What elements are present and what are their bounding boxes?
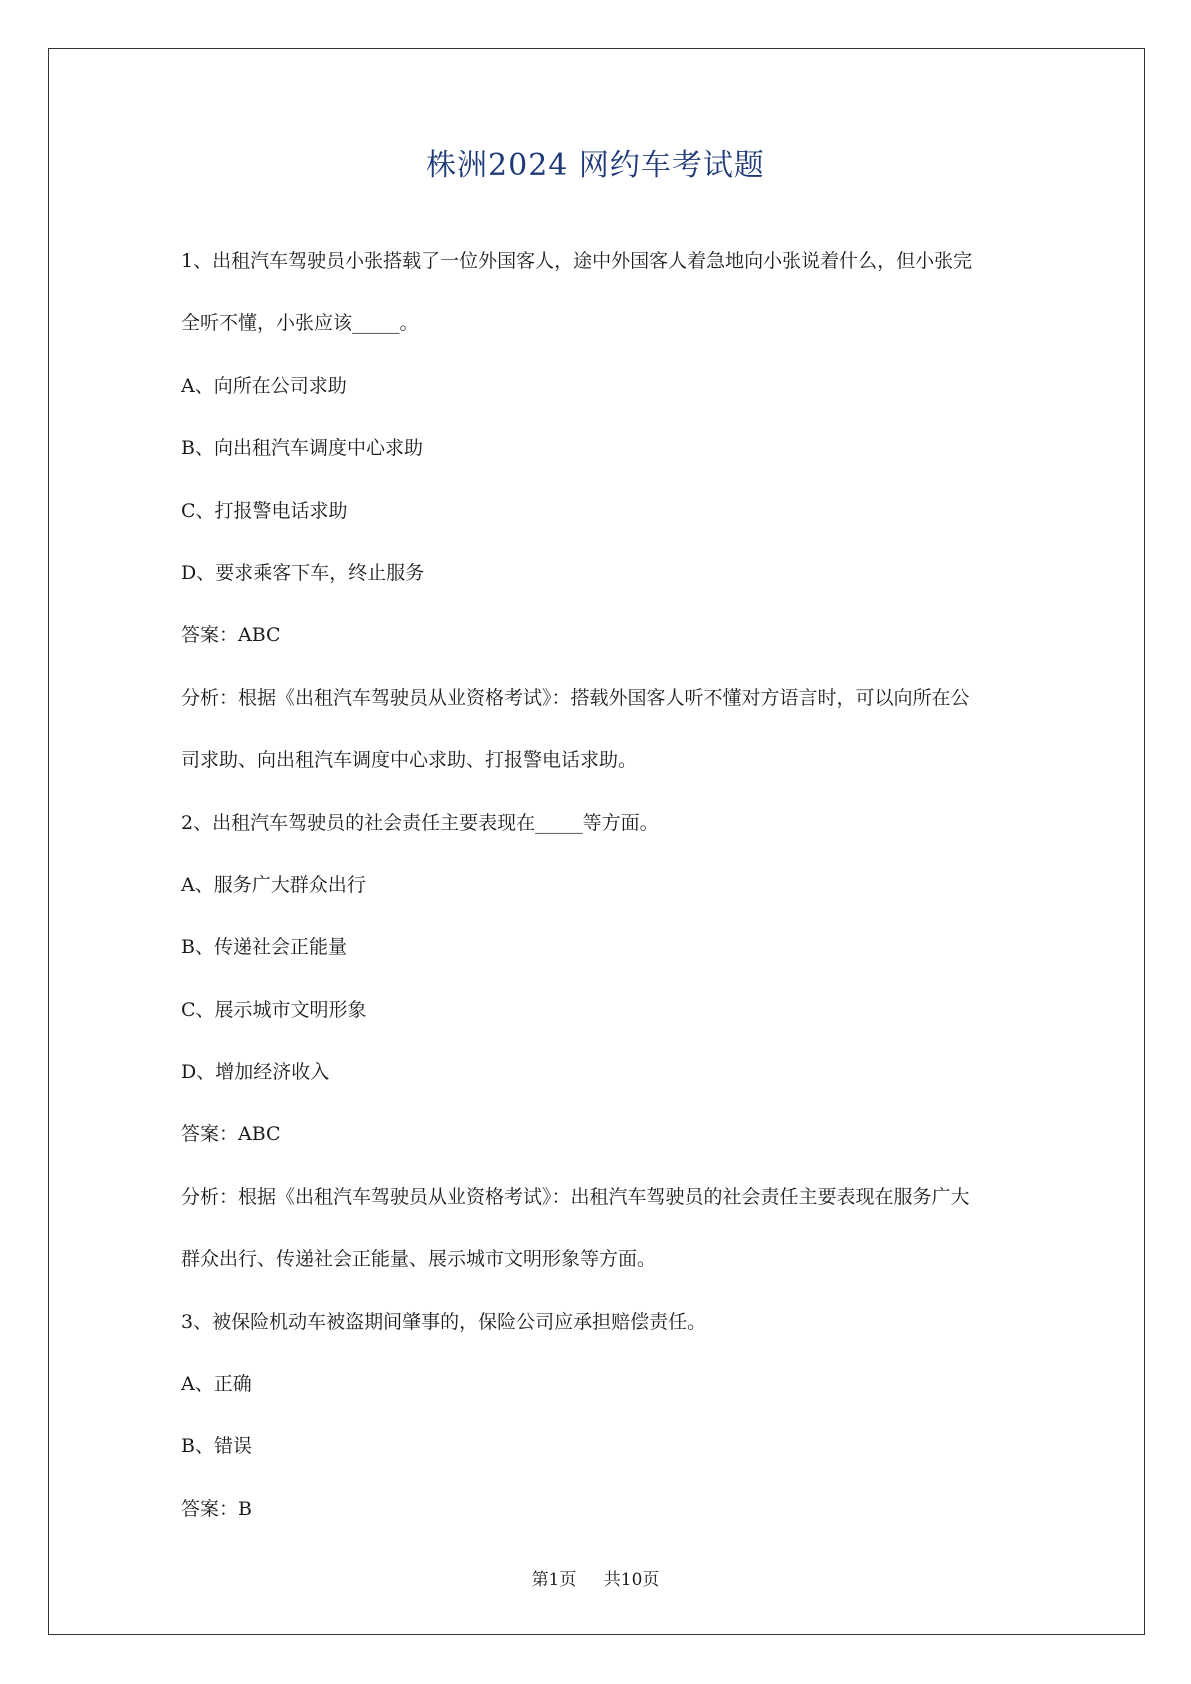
question-3-text: 3、被保险机动车被盗期间肇事的，保险公司应承担赔偿责任。 — [181, 1310, 707, 1333]
question-2-analysis-line-2: 群众出行、传递社会正能量、展示城市文明形象等方面。 — [181, 1248, 657, 1271]
question-2-option-c: C、展示城市文明形象 — [181, 998, 367, 1021]
document-title: 株洲2024 网约车考试题 — [426, 148, 765, 183]
question-2-option-a: A、服务广大群众出行 — [181, 873, 366, 896]
question-2-option-b: B、传递社会正能量 — [181, 936, 347, 959]
question-1-option-d: D、要求乘客下车，终止服务 — [181, 561, 425, 584]
question-2-analysis-line-1: 分析：根据《出租汽车驾驶员从业资格考试》：出租汽车驾驶员的社会责任主要表现在服务广大 — [181, 1185, 970, 1208]
document-body — [181, 246, 1011, 1556]
question-1-analysis-line-1: 分析：根据《出租汽车驾驶员从业资格考试》：搭载外国客人听不懂对方语言时，可以向所在公 — [181, 686, 970, 709]
page-footer — [0, 1565, 1191, 1590]
question-1-option-b: B、向出租汽车调度中心求助 — [181, 437, 423, 460]
question-3-answer: 答案：B — [181, 1497, 252, 1520]
question-2-text: 2、出租汽车驾驶员的社会责任主要表现在_____等方面。 — [181, 811, 659, 834]
page-number: 第1页 — [531, 1570, 577, 1590]
question-2-option-d: D、增加经济收入 — [181, 1061, 330, 1084]
question-3-option-a: A、正确 — [181, 1373, 252, 1396]
question-1-option-a: A、向所在公司求助 — [181, 374, 347, 397]
question-1-analysis-line-2: 司求助、向出租汽车调度中心求助、打报警电话求助。 — [181, 749, 638, 772]
question-3-option-b: B、错误 — [181, 1435, 252, 1458]
page-total: 共10页 — [603, 1570, 660, 1590]
question-1-text-line-2: 全听不懂，小张应该_____。 — [181, 312, 419, 335]
question-1-option-c: C、打报警电话求助 — [181, 499, 348, 522]
question-1-answer: 答案：ABC — [181, 624, 281, 647]
question-2-answer: 答案：ABC — [181, 1123, 281, 1146]
question-1-text-line-1: 1、出租汽车驾驶员小张搭载了一位外国客人，途中外国客人着急地向小张说着什么，但小张完 — [181, 250, 973, 272]
